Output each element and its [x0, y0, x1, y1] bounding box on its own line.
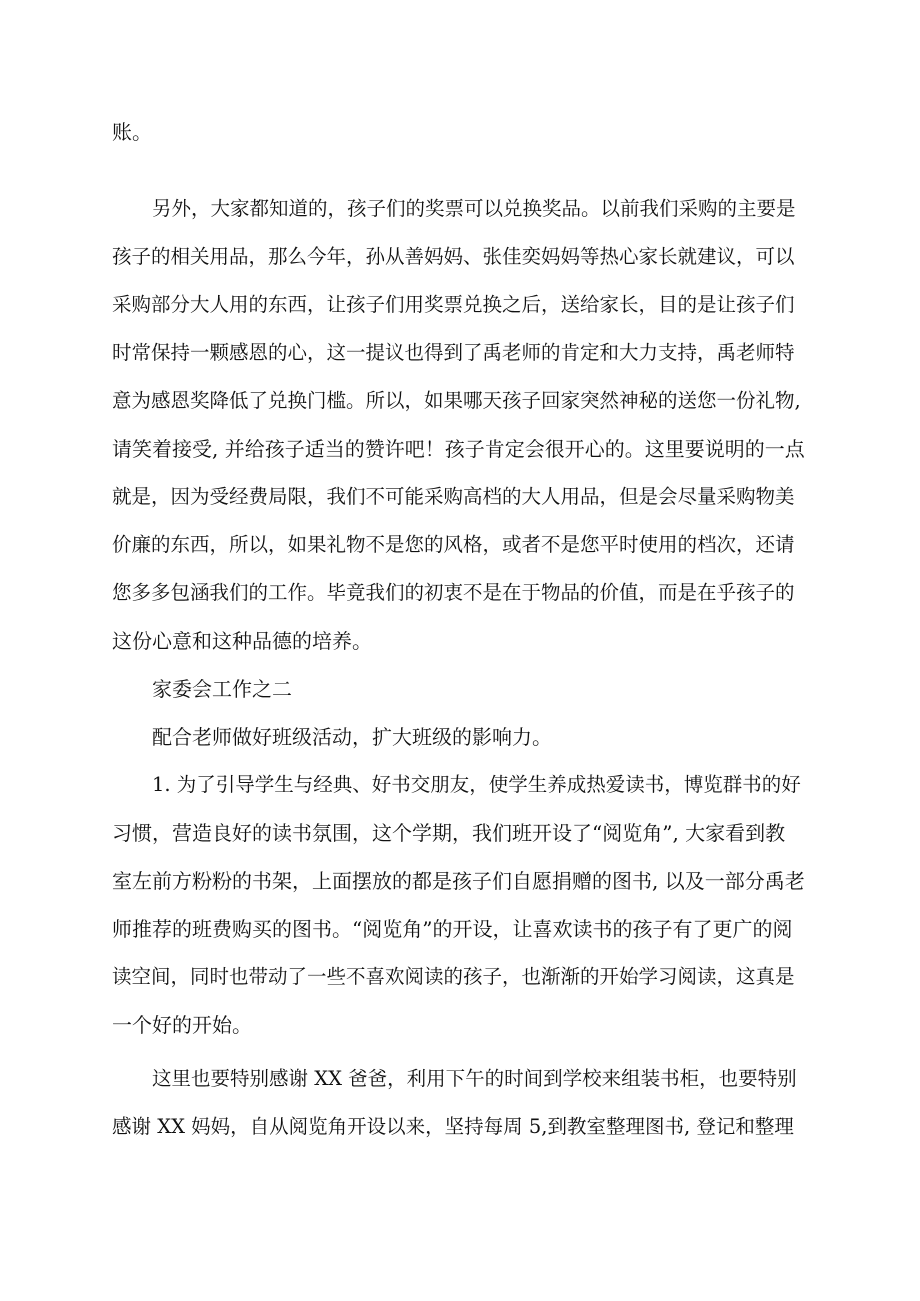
paragraph-line: 就是，因为受经费局限，我们不可能采购高档的大人用品，但是会尽量采购物美 — [112, 485, 795, 508]
paragraph-line: 请笑着接受, 并给孩子适当的赞许吧！孩子肯定会很开心的。这里要说明的一点 — [112, 437, 805, 461]
paragraph-line: 习惯，营造良好的读书氛围，这个学期，我们班开设了“阅览角”, 大家看到教 — [112, 821, 786, 845]
paragraph-line: 采购部分大人用的东西，让孩子们用奖票兑换之后，送给家长，目的是让孩子们 — [112, 293, 795, 316]
document-body — [112, 0, 808, 1301]
paragraph-line: 室左前方粉粉的书架，上面摆放的都是孩子们自愿捐赠的图书, 以及一部分禹老 — [112, 869, 805, 893]
paragraph-line: 感谢 XX 妈妈，自从阅览角开设以来，坚持每周 5,到教室整理图书, 登记和整理 — [112, 1115, 794, 1138]
paragraph-line: 时常保持一颗感恩的心，这一提议也得到了禹老师的肯定和大力支持，禹老师特 — [112, 341, 795, 364]
paragraph-line: 1. 为了引导学生与经典、好书交朋友，使学生养成热爱读书，博览群书的好 — [152, 773, 801, 796]
section-heading: 家委会工作之二 — [152, 677, 292, 701]
paragraph-line: 账。 — [112, 120, 152, 144]
paragraph-line: 这里也要特别感谢 XX 爸爸，利用下午的时间到学校来组装书柜，也要特别 — [152, 1067, 797, 1090]
paragraph-line: 价廉的东西，所以，如果礼物不是您的风格，或者不是您平时使用的档次，还请 — [112, 533, 795, 556]
paragraph-line: 您多多包涵我们的工作。毕竟我们的初衷不是在于物品的价值，而是在乎孩子的 — [112, 581, 795, 604]
paragraph-line: 另外，大家都知道的，孩子们的奖票可以兑换奖品。以前我们采购的主要是 — [152, 197, 796, 220]
paragraph-line: 这份心意和这种品德的培养。 — [112, 629, 372, 653]
paragraph-line: 师推荐的班费购买的图书。“阅览角”的开设，让喜欢读书的孩子有了更广的阅 — [112, 917, 793, 941]
paragraph-line: 读空间，同时也带动了一些不喜欢阅读的孩子，也渐渐的开始学习阅读，这真是 — [112, 965, 795, 988]
paragraph-line: 意为感恩奖降低了兑换门槛。所以，如果哪天孩子回家突然神秘的送您一份礼物, — [112, 389, 801, 412]
paragraph-line: 孩子的相关用品，那么今年，孙从善妈妈、张佳奕妈妈等热心家长就建议，可以 — [112, 245, 795, 268]
paragraph-line: 一个好的开始。 — [112, 1013, 252, 1037]
section-subheading: 配合老师做好班级活动，扩大班级的影响力。 — [152, 725, 552, 749]
